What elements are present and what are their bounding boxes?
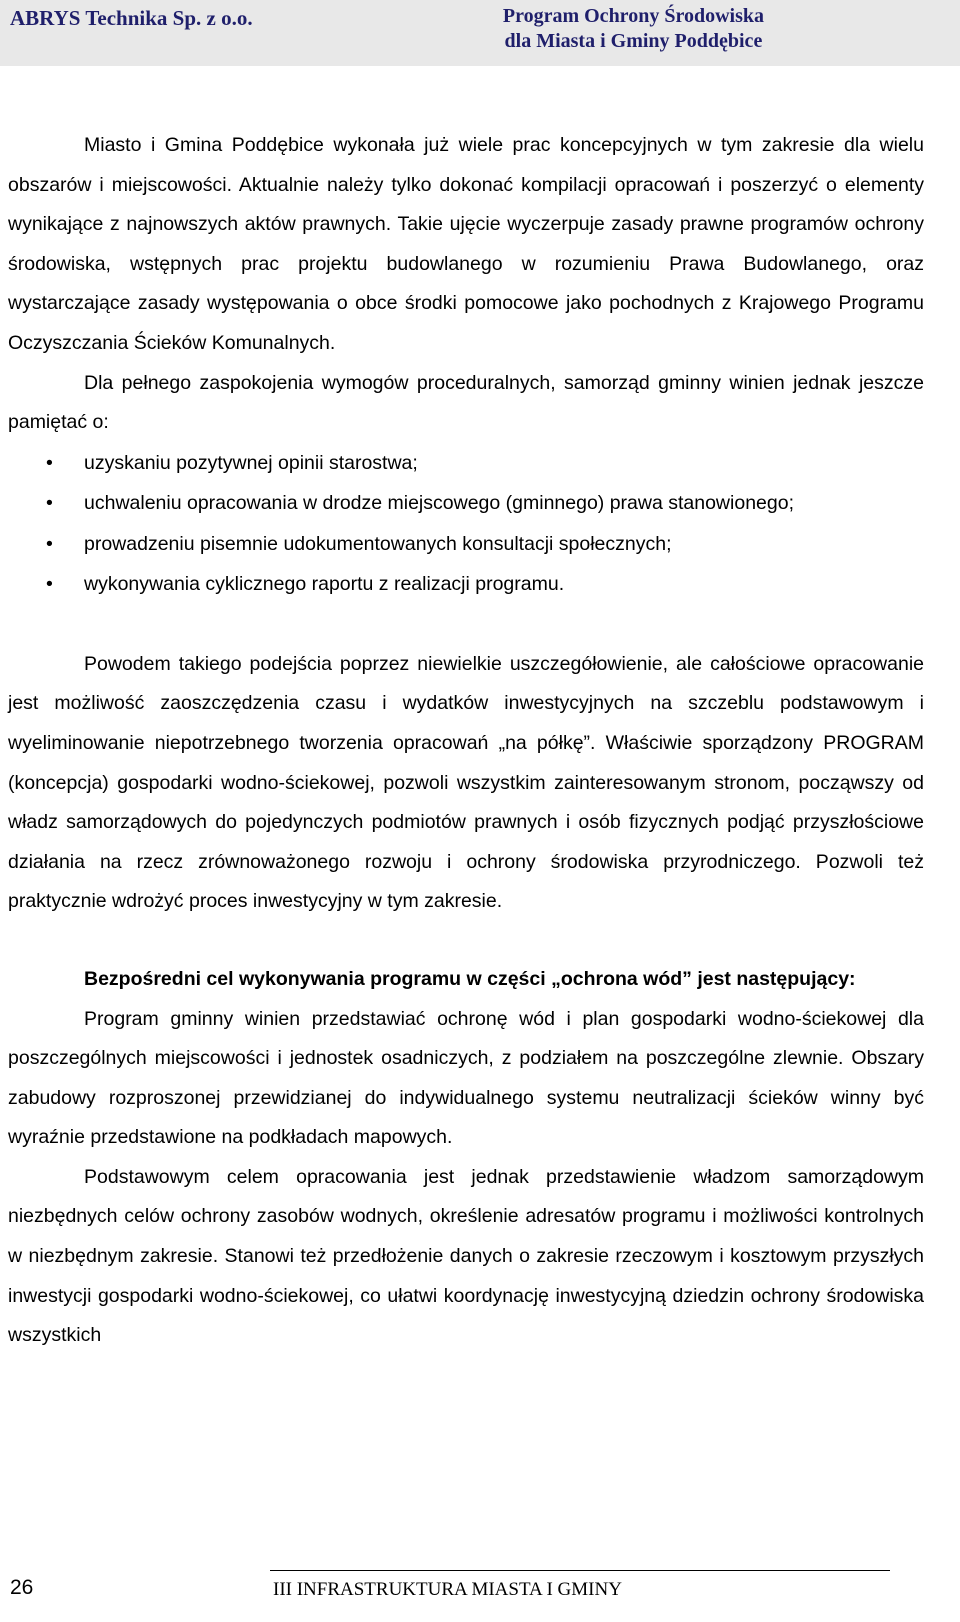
paragraph-intro: Miasto i Gmina Poddębice wykonała już wiele prac koncepcyjnych w tym zakresie dla wielu obszarów i miejscowości. Aktualnie należy tylko dokonać kompilacji opracowań i poszerzyć o elementy wynikające z najnowszych aktów prawnych. Takie ujęcie wyczerpuje zasady prawne programów ochrony środowiska, wstępnych prac projektu budowlanego w rozumieniu Prawa Budowlanego, oraz wystarczające zasady występowania o obce środki pomocowe jako pochodnych z Krajowego Programu Oczyszczania Ścieków Komunalnych. bbox=[8, 134, 924, 354]
bullet-icon: • bbox=[46, 532, 53, 555]
paragraph-main-goal: Podstawowym celem opracowania jest jednak przedstawienie władzom samorządowym niezbędnych celów ochrony zasobów wodnych, określenie adresatów programu i możliwości kontrolnych w niezbędnym zakresie. Stanowi też przedłożenie danych o zakresie rzeczowym i kosztowym przyszłych inwestycji gospodarki wodno-ściekowej, co ułatwi koordynację inwestycyjną dziedzin ochrony środowiska wszystkich bbox=[8, 1165, 924, 1347]
footer-divider bbox=[270, 1570, 890, 1571]
bullet-icon: • bbox=[46, 573, 53, 596]
paragraph-water-plan: Program gminny winien przedstawiać ochronę wód i plan gospodarki wodno-ściekowej dla poszczególnych miejscowości i jednostek osadniczych, z podziałem na poszczególne zlewnie. Obszary zabudowy rozproszonej przewidzianej do indywidualnego systemu neutralizacji ścieków winny być wyraźnie przedstawione na podkładach mapowych. bbox=[8, 1007, 924, 1149]
page-header bbox=[0, 0, 960, 66]
bullet-icon: • bbox=[46, 492, 53, 515]
list-item bbox=[8, 564, 924, 605]
list-item bbox=[8, 483, 924, 524]
section-heading: Bezpośredni cel wykonywania programu w części „ochrona wód” jest następujący: bbox=[84, 967, 856, 990]
list-item-text: prowadzeniu pisemnie udokumentowanych konsultacji społecznych; bbox=[84, 532, 672, 555]
chapter-title: III INFRASTRUKTURA MIASTA I GMINY bbox=[273, 1579, 622, 1600]
program-title-line1: Program Ochrony Środowiska bbox=[502, 5, 764, 27]
list-item-text: wykonywania cyklicznego raportu z realizacji programu. bbox=[84, 573, 565, 596]
requirements-list bbox=[8, 443, 924, 605]
list-item-text: uchwaleniu opracowania w drodze miejscowego (gminnego) prawa stanowionego; bbox=[84, 492, 794, 515]
spacer bbox=[8, 605, 924, 645]
document-body bbox=[8, 126, 924, 1356]
spacer bbox=[8, 922, 924, 960]
bullet-icon: • bbox=[46, 451, 53, 474]
program-title bbox=[503, 4, 764, 54]
company-name: ABRYS Technika Sp. z o.o. bbox=[10, 6, 253, 30]
list-item bbox=[8, 524, 924, 565]
list-item bbox=[8, 443, 924, 484]
paragraph-requirements: Dla pełnego zaspokojenia wymogów proceduralnych, samorząd gminny winien jednak jeszcze pamiętać o: bbox=[8, 371, 924, 434]
paragraph-rationale: Powodem takiego podejścia poprzez niewielkie uszczegółowienie, ale całościowe opracowanie jest możliwość zaoszczędzenia czasu i wydatków inwestycyjnych na szczeblu podstawowym i wyeliminowanie niepotrzebnego tworzenia opracowań „na półkę”. Właściwie sporządzony PROGRAM (koncepcja) gospodarki wodno-ściekowej, pozwoli wszystkim zainteresowanym stronom, począwszy od władz samorządowych do pojedynczych podmiotów prawnych i osób fizycznych podjąć przyszłościowe działania na rzecz zrównoważonego rozwoju i ochrony środowiska przyrodniczego. Pozwoli też praktycznie wdrożyć proces inwestycyjny w tym zakresie. bbox=[8, 652, 924, 913]
list-item-text: uzyskaniu pozytywnej opinii starostwa; bbox=[84, 451, 418, 474]
program-title-line2: dla Miasta i Gminy Poddębice bbox=[504, 30, 763, 52]
page-number: 26 bbox=[10, 1576, 34, 1599]
